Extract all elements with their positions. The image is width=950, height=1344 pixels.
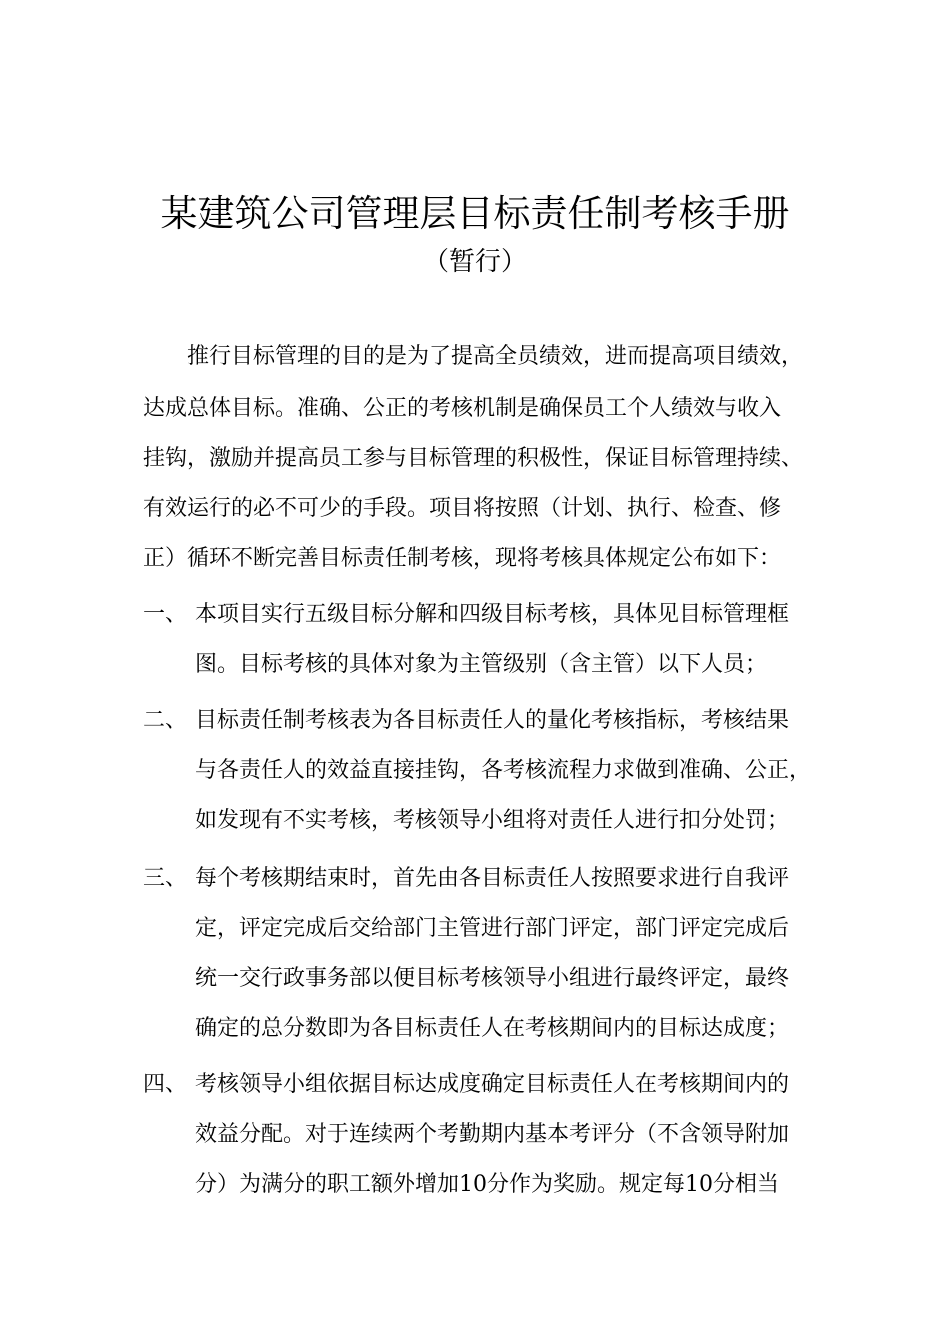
list-item-line: 图。目标考核的具体对象为主管级别（含主管）以下人员； — [195, 652, 768, 677]
list-item-line: 每个考核期结束时，首先由各目标责任人按照要求进行自我评 — [195, 866, 790, 891]
intro-line: 有效运行的必不可少的手段。项目将按照（计划、执行、检查、修 — [143, 496, 782, 521]
list-item-line: 效益分配。对于连续两个考勤期内基本考评分（不含领导附加 — [195, 1122, 790, 1147]
list-item-line: 分）为满分的职工额外增加10分作为奖励。规定每10分相当 — [195, 1172, 779, 1197]
document-subtitle: （暂行） — [422, 247, 527, 277]
intro-line: 达成总体目标。准确、公正的考核机制是确保员工个人绩效与收入 — [143, 396, 782, 421]
list-item-line: 如发现有不实考核，考核领导小组将对责任人进行扣分处罚； — [195, 808, 790, 833]
list-item-line: 统一交行政事务部以便目标考核领导小组进行最终评定，最终 — [195, 966, 790, 991]
intro-line: 正）循环不断完善目标责任制考核，现将考核具体规定公布如下： — [143, 546, 782, 571]
intro-line: 挂钩，激励并提高员工参与目标管理的积极性，保证目标管理持续、 — [143, 446, 804, 471]
list-item-line: 确定的总分数即为各目标责任人在考核期间内的目标达成度； — [195, 1016, 790, 1041]
list-item-line: 与各责任人的效益直接挂钩，各考核流程力求做到准确、公正， — [195, 758, 812, 783]
list-item-marker: 三、 — [143, 866, 188, 891]
document-title: 某建筑公司管理层目标责任制考核手册 — [160, 192, 790, 235]
intro-line: 推行目标管理的目的是为了提高全员绩效，进而提高项目绩效， — [187, 344, 804, 369]
list-item-marker: 四、 — [143, 1072, 188, 1097]
list-item-marker: 二、 — [143, 708, 188, 733]
list-item-line: 本项目实行五级目标分解和四级目标考核，具体见目标管理框 — [195, 602, 790, 627]
list-item-line: 目标责任制考核表为各目标责任人的量化考核指标，考核结果 — [195, 708, 790, 733]
list-item-marker: 一、 — [143, 602, 188, 627]
list-item-line: 考核领导小组依据目标达成度确定目标责任人在考核期间内的 — [195, 1072, 790, 1097]
list-item-line: 定，评定完成后交给部门主管进行部门评定，部门评定完成后 — [195, 916, 790, 941]
